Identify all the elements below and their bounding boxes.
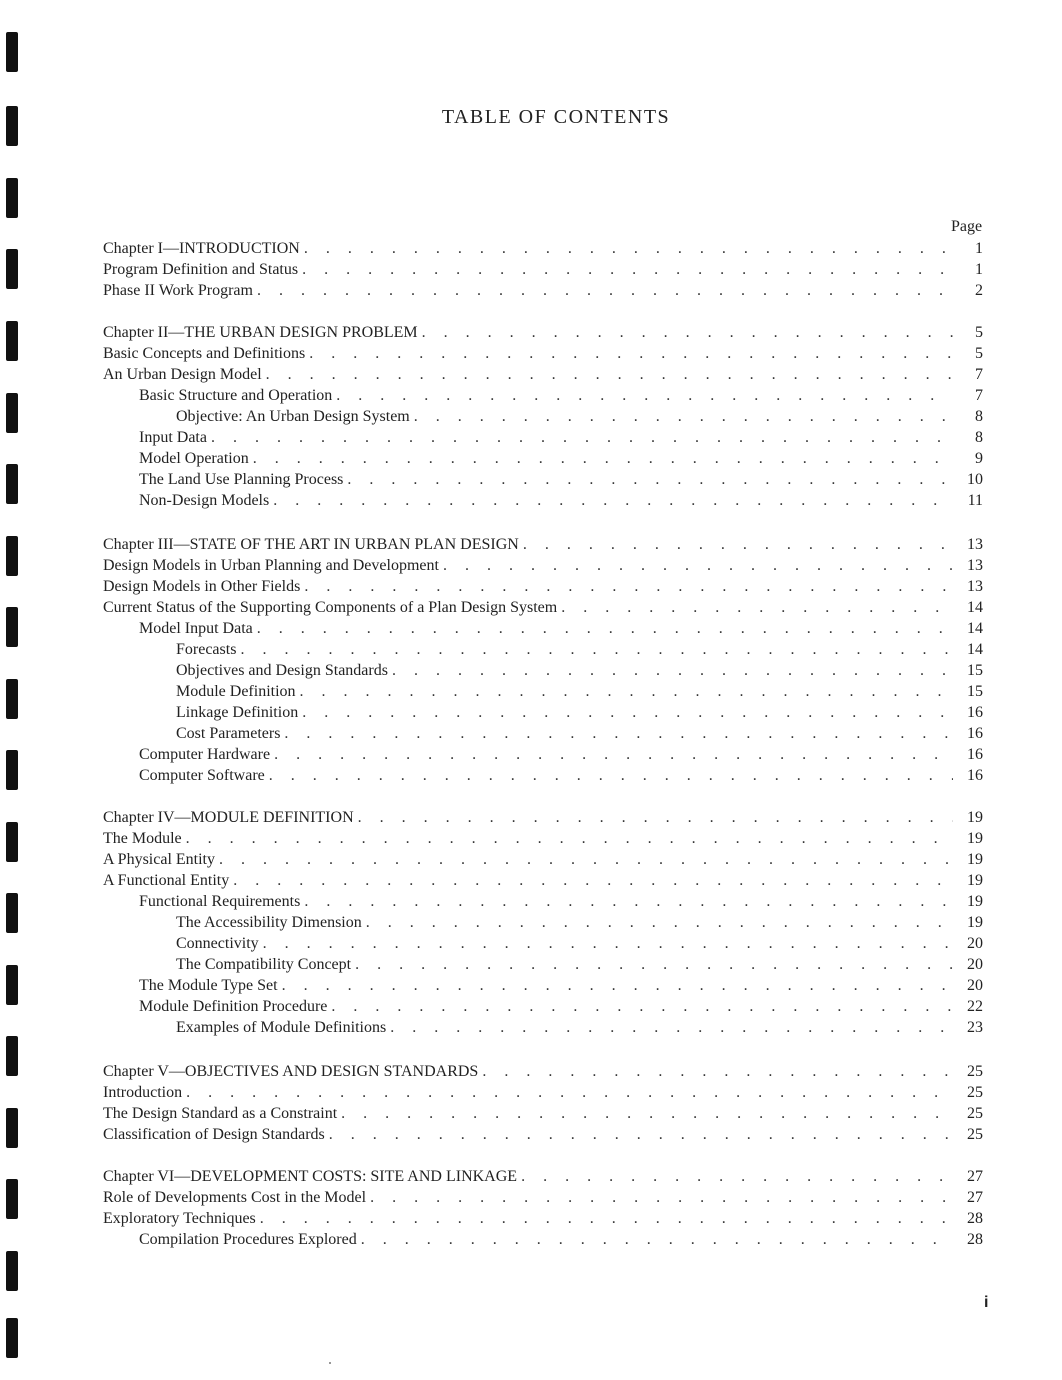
toc-entry xyxy=(103,343,983,364)
toc-entry-page: 16 xyxy=(967,746,983,763)
toc-entry xyxy=(103,364,983,385)
toc-entry-title: The Module xyxy=(103,830,182,847)
toc-entry-title: Functional Requirements xyxy=(139,893,301,910)
toc-entry-title: Model Operation xyxy=(139,450,249,467)
dot-leader xyxy=(358,807,953,828)
toc-entry xyxy=(103,1061,983,1082)
toc-entry-title: Objective: An Urban Design System xyxy=(176,408,410,425)
toc-entry-page: 13 xyxy=(967,578,983,595)
dot-leader xyxy=(347,469,953,490)
toc-entry-page: 27 xyxy=(967,1168,983,1185)
toc-entry-title: The Land Use Planning Process xyxy=(139,471,344,488)
toc-entry-page: 25 xyxy=(967,1084,983,1101)
toc-entry-title: Chapter I—INTRODUCTION xyxy=(103,240,300,257)
toc-entry-page: 20 xyxy=(967,956,983,973)
toc-entry-title: Exploratory Techniques xyxy=(103,1210,256,1227)
toc-entry-page: 20 xyxy=(967,977,983,994)
toc-entry xyxy=(176,723,983,744)
toc-entry xyxy=(103,259,983,280)
toc-entry xyxy=(103,870,983,891)
toc-entry xyxy=(139,996,983,1017)
toc-entry xyxy=(139,765,983,786)
toc-entry xyxy=(103,1208,983,1229)
toc-entry-page: 5 xyxy=(975,324,983,341)
dot-leader xyxy=(304,576,953,597)
toc-entry xyxy=(103,280,983,301)
toc-entry-page: 10 xyxy=(967,471,983,488)
toc-entry xyxy=(103,1166,983,1187)
dot-leader xyxy=(282,975,953,996)
toc-entry-title: Non-Design Models xyxy=(139,492,270,509)
dot-leader xyxy=(521,1166,953,1187)
toc-entry-title: Module Definition Procedure xyxy=(139,998,328,1015)
dot-leader xyxy=(186,1082,953,1103)
toc-entry-page: 14 xyxy=(967,599,983,616)
toc-entry-page: 2 xyxy=(975,282,983,299)
toc-entry xyxy=(103,1187,983,1208)
toc-entry xyxy=(103,534,983,555)
dot-leader xyxy=(211,427,953,448)
dot-leader xyxy=(443,555,953,576)
toc-entry-page: 7 xyxy=(975,366,983,383)
toc-entry-title: The Design Standard as a Constraint xyxy=(103,1105,338,1122)
dot-leader xyxy=(257,280,953,301)
toc-entry-title: Cost Parameters xyxy=(176,725,281,742)
toc-entry xyxy=(139,744,983,765)
toc-entry-page: 28 xyxy=(967,1231,983,1248)
toc-entry-page: 19 xyxy=(967,830,983,847)
toc-entry xyxy=(103,322,983,343)
toc-entry xyxy=(103,1103,983,1124)
dot-leader xyxy=(366,912,953,933)
toc-entry-page: 13 xyxy=(967,557,983,574)
toc-entry xyxy=(103,576,983,597)
toc-entry-page: 19 xyxy=(967,872,983,889)
toc-entry-page: 9 xyxy=(975,450,983,467)
toc-entry xyxy=(139,975,983,996)
toc-entry-title: The Module Type Set xyxy=(139,977,278,994)
toc-entry-page: 19 xyxy=(967,809,983,826)
toc-entry xyxy=(139,448,983,469)
toc-entry xyxy=(139,385,983,406)
toc-entry xyxy=(176,406,983,427)
toc-entry-title: Program Definition and Status xyxy=(103,261,299,278)
toc-entry-title: Objectives and Design Standards xyxy=(176,662,388,679)
toc-entry-page: 8 xyxy=(975,429,983,446)
toc-entry-page: 11 xyxy=(967,492,983,509)
dot-leader xyxy=(186,828,953,849)
toc-entry xyxy=(103,597,983,618)
page-title: TABLE OF CONTENTS xyxy=(441,106,671,128)
toc-entry-page: 19 xyxy=(967,851,983,868)
dot-leader xyxy=(341,1103,953,1124)
toc-entry xyxy=(103,807,983,828)
dot-leader xyxy=(240,639,953,660)
dot-leader xyxy=(273,490,953,511)
toc-entry-title: Module Definition xyxy=(176,683,296,700)
toc-entry-page: 22 xyxy=(967,998,983,1015)
dot-leader xyxy=(260,1208,953,1229)
toc-entry xyxy=(176,1017,983,1038)
toc-entry xyxy=(176,933,983,954)
toc-entry xyxy=(139,490,983,511)
toc-entry-page: 20 xyxy=(967,935,983,952)
toc-entry-title: Chapter III—STATE OF THE ART IN URBAN PLAN DESIGN xyxy=(103,536,519,553)
toc-entry-page: 23 xyxy=(967,1019,983,1036)
dot-leader xyxy=(269,765,953,786)
toc-entry-title: Chapter VI—DEVELOPMENT COSTS: SITE AND LINKAGE xyxy=(103,1168,518,1185)
toc-entry-page: 19 xyxy=(967,893,983,910)
toc-entry xyxy=(139,1229,983,1250)
toc-entry xyxy=(139,618,983,639)
toc-entry xyxy=(103,828,983,849)
toc-entry-title: Examples of Module Definitions xyxy=(176,1019,387,1036)
dot-leader xyxy=(263,933,953,954)
toc-entry xyxy=(176,681,983,702)
toc-entry xyxy=(139,891,983,912)
toc-entry-title: Connectivity xyxy=(176,935,259,952)
toc-entry-page: 15 xyxy=(967,662,983,679)
scan-speck xyxy=(329,1362,331,1364)
toc-entry xyxy=(103,238,983,259)
dot-leader xyxy=(304,891,953,912)
toc-entry-page: 16 xyxy=(967,704,983,721)
toc-entry-page: 13 xyxy=(967,536,983,553)
dot-leader xyxy=(233,870,953,891)
toc-entry-title: Computer Hardware xyxy=(139,746,271,763)
page-column-header: Page xyxy=(951,218,983,235)
toc-entry xyxy=(103,555,983,576)
toc-entry xyxy=(103,1124,983,1145)
toc-entry-page: 16 xyxy=(967,725,983,742)
toc-entry-title: Introduction xyxy=(103,1084,183,1101)
toc-entry-title: A Functional Entity xyxy=(103,872,230,889)
toc-entry-page: 25 xyxy=(967,1126,983,1143)
toc-entry-title: Current Status of the Supporting Components of a Plan Design System xyxy=(103,599,558,616)
dot-leader xyxy=(266,364,953,385)
dot-leader xyxy=(284,723,953,744)
dot-leader xyxy=(257,618,953,639)
toc-entry-title: Phase II Work Program xyxy=(103,282,253,299)
toc-entry xyxy=(139,469,983,490)
toc-entry-title: Chapter IV—MODULE DEFINITION xyxy=(103,809,354,826)
toc-entry-title: Classification of Design Standards xyxy=(103,1126,325,1143)
toc-entry-page: 27 xyxy=(967,1189,983,1206)
toc-entry-title: Design Models in Other Fields xyxy=(103,578,301,595)
dot-leader xyxy=(370,1187,953,1208)
toc-entry-title: Linkage Definition xyxy=(176,704,299,721)
toc-entry xyxy=(176,639,983,660)
dot-leader xyxy=(336,385,953,406)
toc-entry-title: Forecasts xyxy=(176,641,237,658)
toc-entry-title: Design Models in Urban Planning and Development xyxy=(103,557,439,574)
dot-leader xyxy=(300,681,953,702)
toc-entry-page: 19 xyxy=(967,914,983,931)
dot-leader xyxy=(329,1124,953,1145)
dot-leader xyxy=(219,849,953,870)
toc-entry-title: Chapter V—OBJECTIVES AND DESIGN STANDARDS xyxy=(103,1063,479,1080)
toc-entry-page: 5 xyxy=(975,345,983,362)
dot-leader xyxy=(274,744,953,765)
toc-entry xyxy=(103,849,983,870)
toc-entry-title: Chapter II—THE URBAN DESIGN PROBLEM xyxy=(103,324,418,341)
toc-entry-title: The Compatibility Concept xyxy=(176,956,352,973)
toc-entry-page: 15 xyxy=(967,683,983,700)
toc-entry-page: 16 xyxy=(967,767,983,784)
dot-leader xyxy=(482,1061,953,1082)
toc-entry xyxy=(176,660,983,681)
toc-entry-title: An Urban Design Model xyxy=(103,366,262,383)
dot-leader xyxy=(302,259,953,280)
dot-leader xyxy=(355,954,953,975)
toc-entry-page: 14 xyxy=(967,620,983,637)
toc-entry-title: Role of Developments Cost in the Model xyxy=(103,1189,367,1206)
toc-entry-page: 25 xyxy=(967,1105,983,1122)
dot-leader xyxy=(422,322,953,343)
toc-entry xyxy=(176,702,983,723)
toc-entry-page: 1 xyxy=(975,261,983,278)
toc-entry-title: Input Data xyxy=(139,429,207,446)
toc-entry-page: 28 xyxy=(967,1210,983,1227)
toc-entry xyxy=(103,1082,983,1103)
dot-leader xyxy=(253,448,953,469)
page-folio: i xyxy=(984,1294,989,1311)
toc-entry xyxy=(139,427,983,448)
toc-entry-page: 1 xyxy=(975,240,983,257)
dot-leader xyxy=(414,406,953,427)
toc-entry-page: 25 xyxy=(967,1063,983,1080)
dot-leader xyxy=(523,534,953,555)
toc-entry-title: The Accessibility Dimension xyxy=(176,914,362,931)
toc-entry xyxy=(176,912,983,933)
toc-entry-title: A Physical Entity xyxy=(103,851,215,868)
toc-entry-title: Model Input Data xyxy=(139,620,253,637)
toc-entry-title: Compilation Procedures Explored xyxy=(139,1231,357,1248)
toc-entry-page: 7 xyxy=(975,387,983,404)
dot-leader xyxy=(331,996,953,1017)
toc-entry-title: Computer Software xyxy=(139,767,265,784)
toc-entry-page: 8 xyxy=(975,408,983,425)
dot-leader xyxy=(304,238,953,259)
dot-leader xyxy=(390,1017,953,1038)
toc-entry xyxy=(176,954,983,975)
toc-entry-title: Basic Structure and Operation xyxy=(139,387,333,404)
dot-leader xyxy=(309,343,953,364)
toc-entry-title: Basic Concepts and Definitions xyxy=(103,345,306,362)
dot-leader xyxy=(361,1229,953,1250)
dot-leader xyxy=(392,660,953,681)
dot-leader xyxy=(302,702,953,723)
toc-entry-page: 14 xyxy=(967,641,983,658)
dot-leader xyxy=(561,597,953,618)
